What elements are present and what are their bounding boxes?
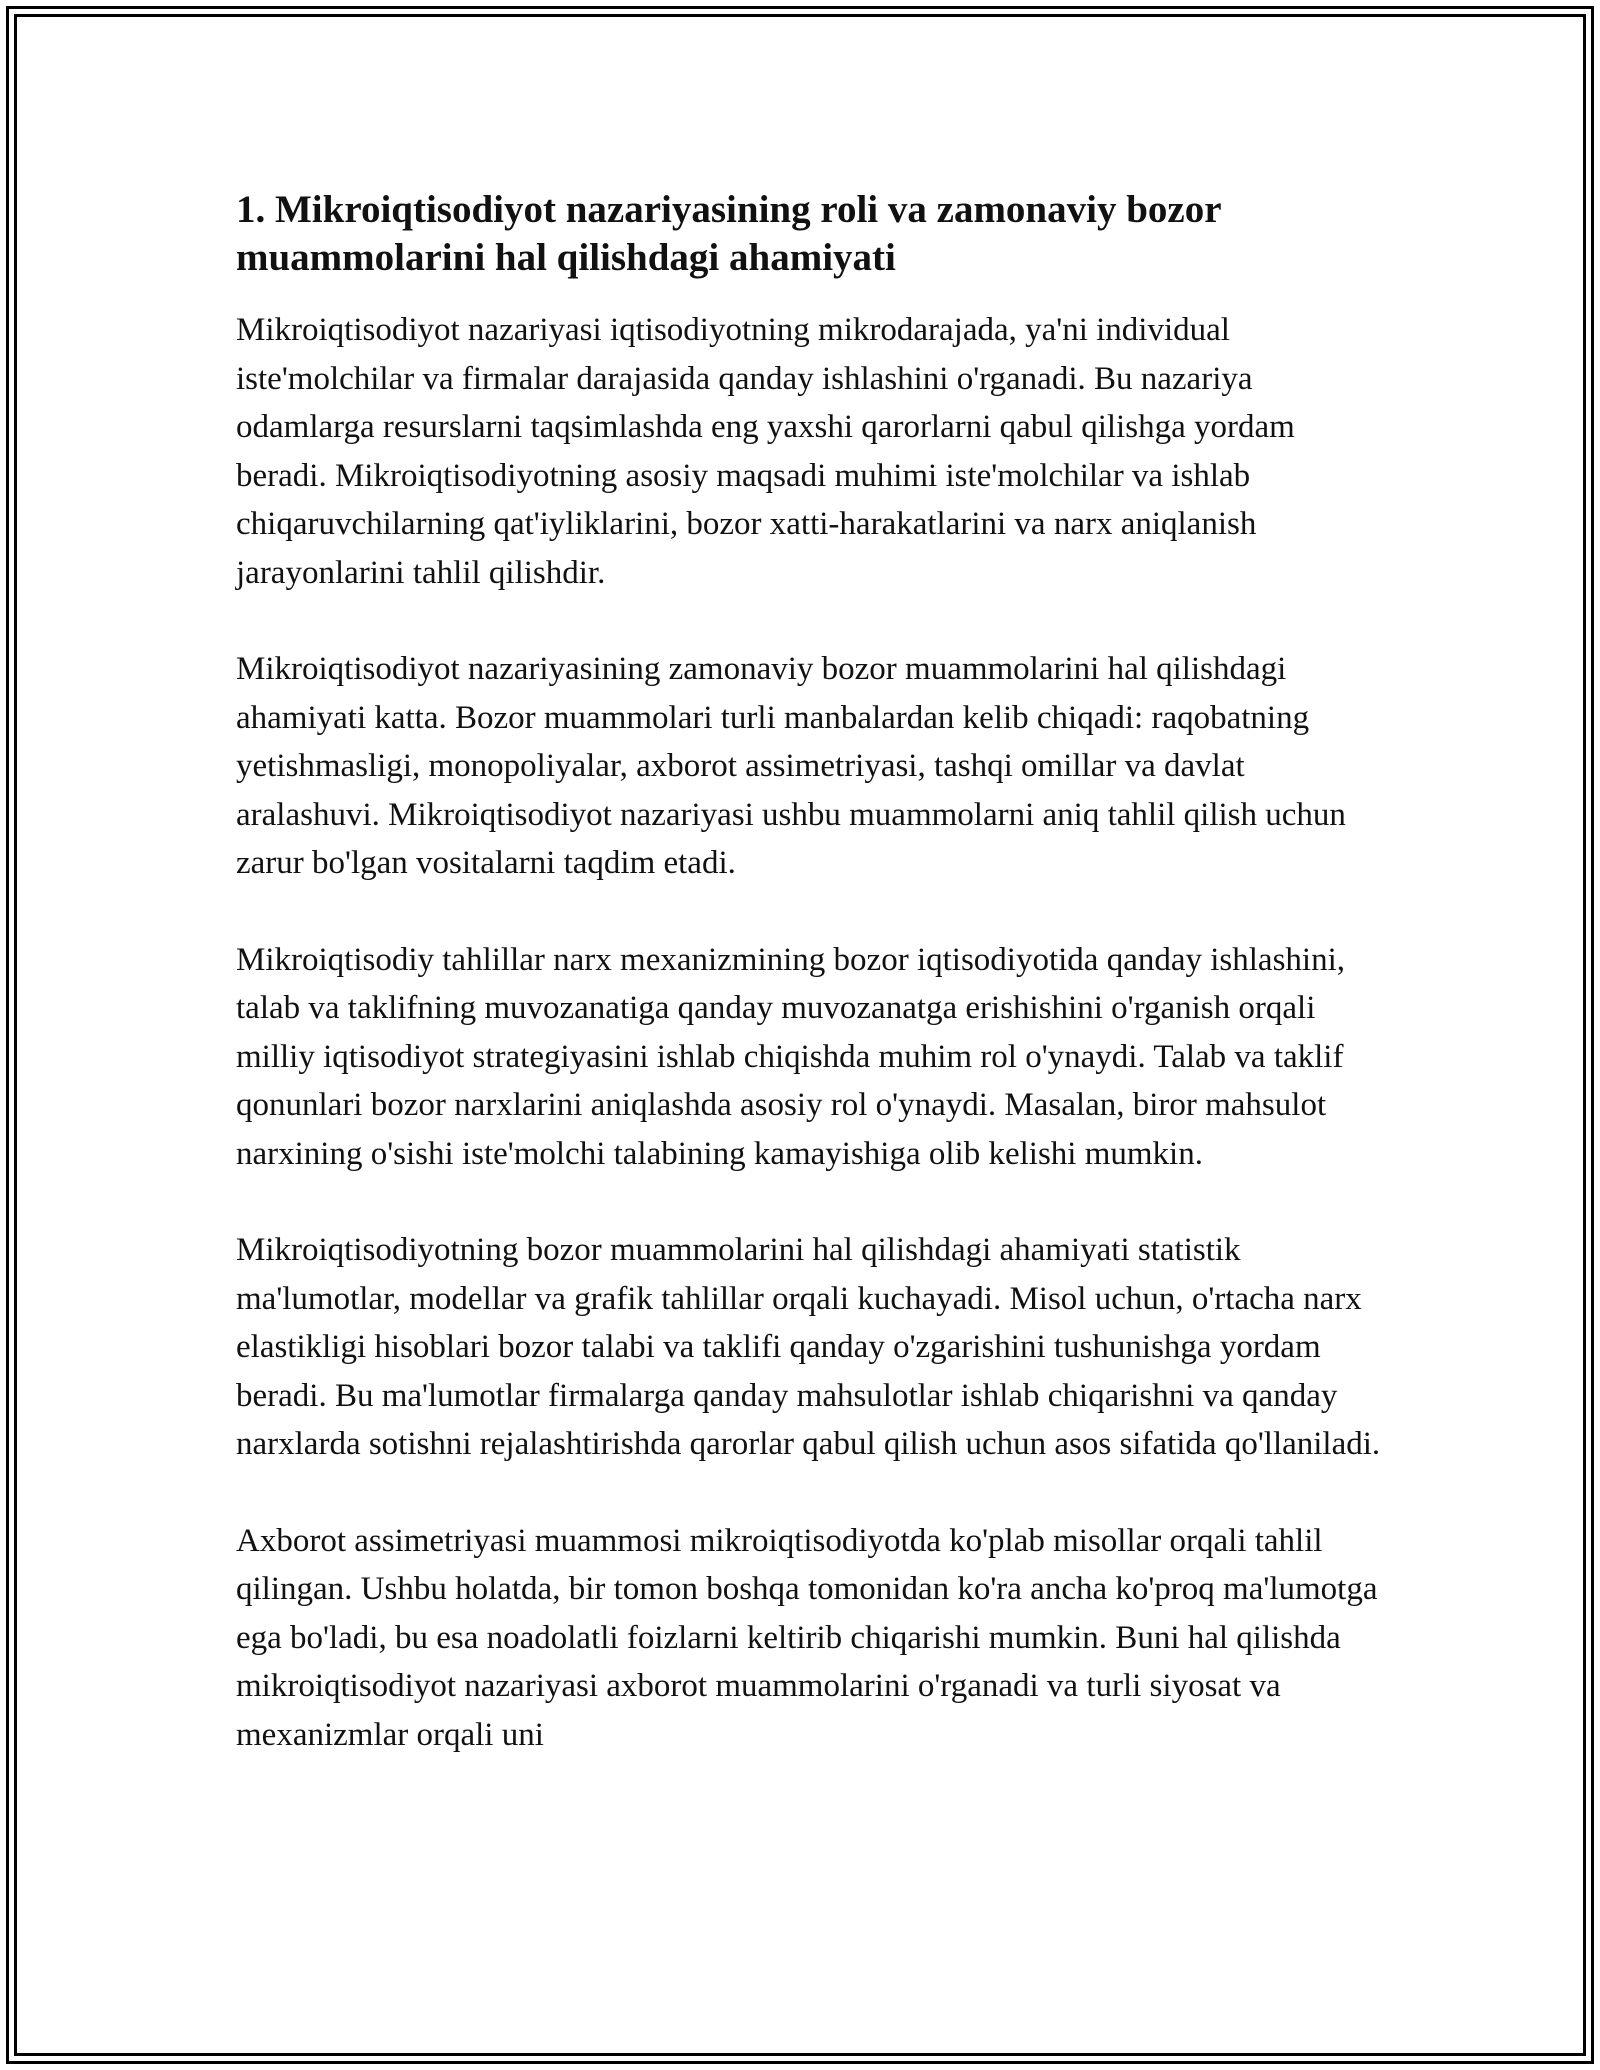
section-heading: 1. Mikroiqtisodiyot nazariyasining roli va zamonaviy bozor muammolarini hal qilishdagi ahamiyati bbox=[236, 188, 1221, 279]
paragraph-4: Mikroiqtisodiyotning bozor muammolarini hal qilishdagi ahamiyati statistik ma'lumotlar, modellar va grafik tahlillar orqali kuchayadi. Misol uchun, o'rtacha narx elastikligi hisoblari bozor talabi va taklifi qanday o'zgarishini tushunishga yordam beradi. Bu ma'lumotlar firmalarga qanday mahsulotlar ishlab chiqarishni va qanday narxlarda sotishni rejalashtirishda qarorlar qabul qilish uchun asos sifatida qo'llaniladi. bbox=[236, 1232, 1381, 1462]
document-body bbox=[236, 186, 1386, 1807]
paragraph-1: Mikroiqtisodiyot nazariyasi iqtisodiyotning mikrodarajada, ya'ni individual iste'molchilar va firmalar darajasida qanday ishlashini o'rganadi. Bu nazariya odamlarga resurslarni taqsimlashda eng yaxshi qarorlarni qabul qilishga yordam beradi. Mikroiqtisodiyotning asosiy maqsadi muhimi iste'molchilar va ishlab chiqaruvchilarning qat'iyliklarini, bozor xatti-harakatlarini va narx aniqlanish jarayonlarini tahlil qilishdir. bbox=[236, 312, 1295, 591]
paragraph-5: Axborot assimetriyasi muammosi mikroiqtisodiyotda ko'plab misollar orqali tahlil qilingan. Ushbu holatda, bir tomon boshqa tomonidan ko'ra ancha ko'proq ma'lumotga ega bo'ladi, bu esa noadolatli foizlarni keltirib chiqarishi mumkin. Buni hal qilishda mikroiqtisodiyot nazariyasi axborot muammolarini o'rganadi va turli siyosat va mexanizmlar orqali uni bbox=[236, 1522, 1378, 1753]
paragraph-2: Mikroiqtisodiyot nazariyasining zamonaviy bozor muammolarini hal qilishdagi ahamiyati katta. Bozor muammolari turli manbalardan kelib chiqadi: raqobatning yetishmasligi, monopoliyalar, axborot assimetriyasi, tashqi omillar va davlat aralashuvi. Mikroiqtisodiyot nazariyasi ushbu muammolarni aniq tahlil qilish uchun zarur bo'lgan vositalarni taqdim etadi. bbox=[236, 651, 1346, 881]
paragraph-3: Mikroiqtisodiy tahlillar narx mexanizmining bozor iqtisodiyotida qanday ishlashini, talab va taklifning muvozanatiga qanday muvozanatga erishishini o'rganish orqali milliy iqtisodiyot strategiyasini ishlab chiqishda muhim rol o'ynaydi. Talab va taklif qonunlari bozor narxlarini aniqlashda asosiy rol o'ynaydi. Masalan, biror mahsulot narxining o'sishi iste'molchi talabining kamayishiga olib kelishi mumkin. bbox=[236, 941, 1345, 1172]
